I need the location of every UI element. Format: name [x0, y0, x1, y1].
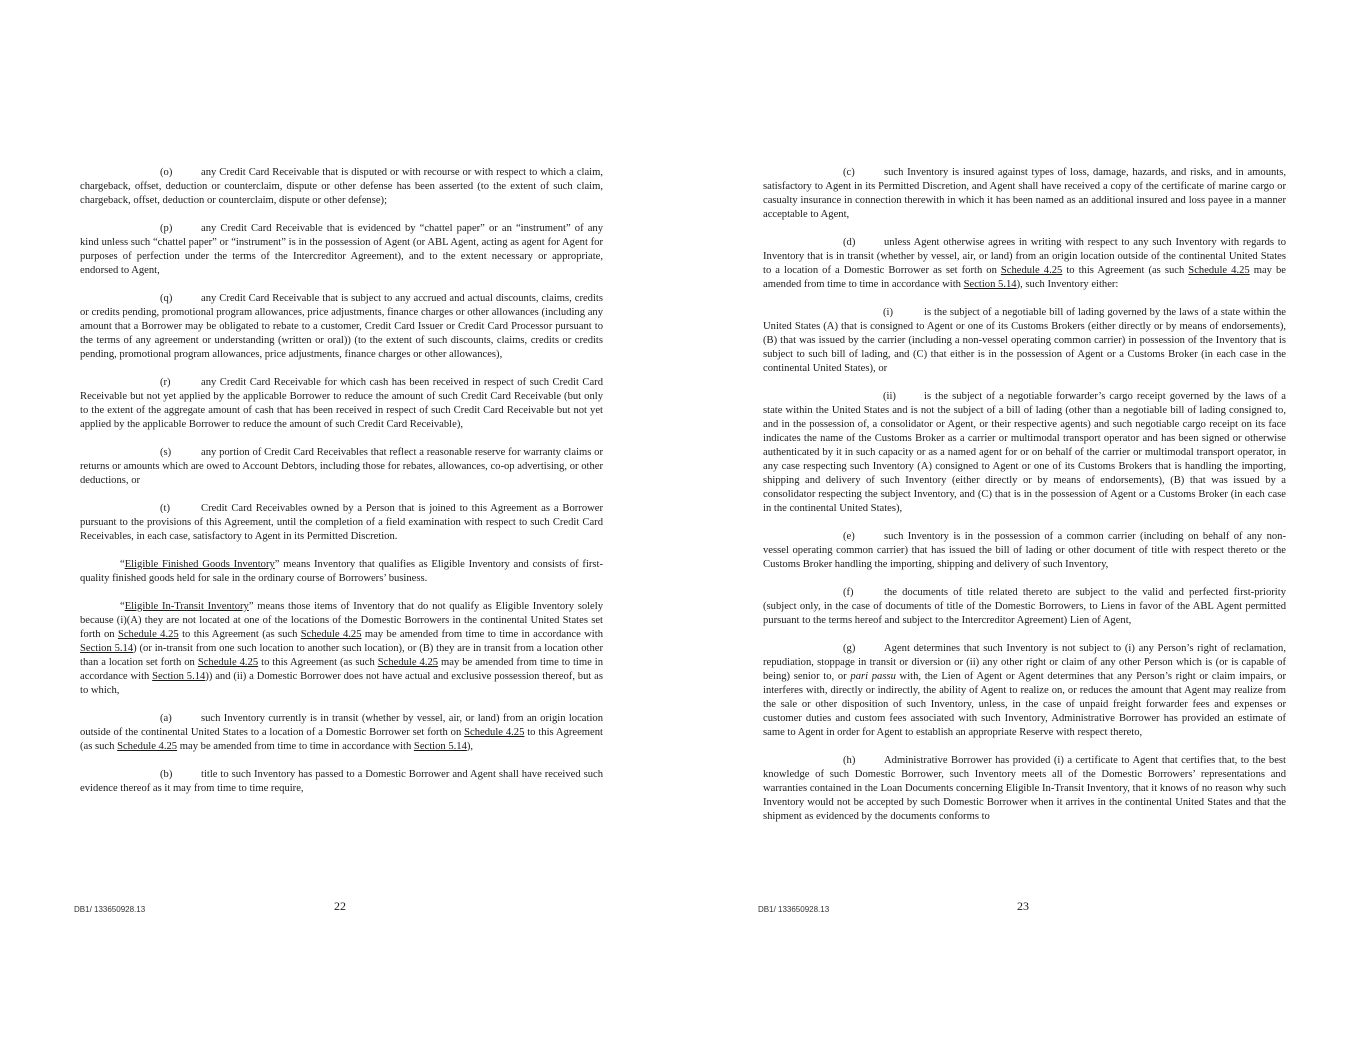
text-segment: ” means Inventory that qualifies as Eligible Inventory and consists of first-quality finished goods held for sale in the ordinary course of Borrowers’ business.	[80, 559, 604, 584]
defined-term-reference: Schedule 4.25	[300, 629, 362, 640]
clause-paragraph	[80, 222, 603, 278]
clause-label: (s)	[160, 447, 172, 458]
defined-term-reference: Section 5.14	[963, 279, 1017, 290]
defined-term-reference: Eligible Finished Goods Inventory	[124, 559, 275, 570]
clause-paragraph	[763, 236, 1286, 292]
page-body	[763, 166, 1286, 838]
text-segment: such Inventory is in the possession of a common carrier (including on behalf of any non-vessel operating common carrier) that has issued the bill of lading or other document of title with respect thereto or the Customs Broker handling the importing, shipping and delivery of such Inventory,	[763, 531, 1286, 570]
clause-paragraph	[763, 390, 1286, 516]
clause-paragraph	[80, 292, 603, 362]
clause-label: (q)	[160, 293, 173, 304]
text-segment: ), such Inventory either:	[1016, 279, 1119, 290]
text-segment: “	[120, 559, 125, 570]
text-segment: Credit Card Receivables owned by a Person that is joined to this Agreement as a Borrower pursuant to the provisions of this Agreement, until the completion of a field examination with respect to such Credit Card Receivables, in each case, satisfactory to Agent in its Permitted Discretion.	[80, 503, 603, 542]
text-segment: ) (or in-transit from one such location to another such location), or (B) they are in transit from a location other than a location set forth on	[80, 643, 604, 668]
defined-term-reference: Schedule 4.25	[117, 741, 178, 752]
definition-paragraph	[80, 558, 603, 586]
text-segment: is the subject of a negotiable forwarder’s cargo receipt governed by the laws of a state within the United States and is not the subject of a bill of lading (other than a negotiable bill of lading consigned to, and in the possession of, a consolidator or Agent, or their respective agents) and such negotiable cargo receipt on its face indicates the name of the Customs Broker as a carrier or multimodal transport operator and has been signed or otherwise authenticated by it in such capacity or as a named agent for or on behalf of the carrier or multimodal transport operator, in any case respecting such Inventory (A) consigned to Agent or one of its Customs Brokers that is handling the importing, shipping and delivery of such Inventory (either directly or by means of endorsements), (B) that was issued by a consolidator respecting the subject Inventory, and (C) that is in the possession of Agent or a Customs Broker (in each case in the continental United States),	[763, 391, 1286, 514]
page-number: 22	[334, 899, 346, 913]
defined-term-reference: Schedule 4.25	[464, 727, 525, 738]
clause-label: (h)	[843, 755, 856, 766]
text-segment: may be amended from time to time in accordance with	[763, 265, 1286, 290]
clause-label: (b)	[160, 769, 173, 780]
clause-paragraph	[763, 586, 1286, 628]
defined-term-reference: Eligible In-Transit Inventory	[124, 601, 249, 612]
text-segment: ),	[466, 741, 474, 752]
clause-label: (r)	[160, 377, 171, 388]
defined-term-reference: Schedule 4.25	[117, 629, 179, 640]
text-segment: to this Agreement (as such	[258, 657, 378, 668]
defined-term-reference: Section 5.14	[413, 741, 467, 752]
text-segment: with, the Lien of Agent or Agent determines that any Person’s right or claim impairs, or interferes with, directly or indirectly, the ability of Agent to realize on, or reduces the amount that Agent may realize from the sale or other disposition of such Inventory, unless, in the case of unpaid freight forwarder fees and expenses or customer duties and custom fees associated with such Inventory, Administrative Borrower has provided an estimate of same to Agent in order for Agent to establish an appropriate Reserve with respect thereto,	[763, 671, 1286, 738]
clause-paragraph	[80, 712, 603, 754]
text-segment: to this Agreement (as such	[80, 727, 603, 752]
definition-paragraph	[80, 600, 603, 698]
clause-paragraph	[80, 768, 603, 796]
clause-paragraph	[763, 642, 1286, 740]
text-segment: may be amended from time to time in accordance with	[361, 629, 603, 640]
defined-term-reference: Schedule 4.25	[377, 657, 439, 668]
clause-paragraph	[763, 166, 1286, 222]
clause-paragraph	[763, 754, 1286, 824]
page-body	[80, 166, 603, 810]
text-segment: any portion of Credit Card Receivables that reflect a reasonable reserve for warranty claims or returns or amounts which are owed to Account Debtors, including those for rebates, allowances, co-op advertising, or other deductions, or	[80, 447, 603, 486]
text-segment: pari passu	[850, 671, 896, 682]
text-segment: to this Agreement (as such	[178, 629, 301, 640]
defined-term-reference: Section 5.14	[152, 671, 206, 682]
clause-paragraph	[80, 502, 603, 544]
clause-paragraph	[80, 376, 603, 432]
clause-label: (ii)	[883, 391, 896, 402]
clause-label: (p)	[160, 223, 173, 234]
document-page-23	[683, 0, 1365, 1055]
clause-label: (a)	[160, 713, 172, 724]
document-page-22	[0, 0, 682, 1055]
text-segment: “	[120, 601, 125, 612]
document-id-footer: DB1/ 133650928.13	[758, 905, 830, 914]
text-segment: Administrative Borrower has provided (i) a certificate to Agent that certifies that, to the best knowledge of such Domestic Borrower, such Inventory meets all of the Domestic Borrowers’ representations and warranties contained in the Loan Documents concerning Eligible In-Transit Inventory, that it knows of no reason why such Inventory would not be accepted by such Domestic Borrower when it arrives in the continental United States and that the shipment as evidenced by the documents conforms to	[763, 755, 1286, 822]
clause-paragraph	[763, 306, 1286, 376]
text-segment: to this Agreement (as such	[1062, 265, 1189, 276]
clause-label: (t)	[160, 503, 170, 514]
document-id-footer: DB1/ 133650928.13	[74, 905, 146, 914]
text-segment: such Inventory is insured against types of loss, damage, hazards, and risks, and in amounts, satisfactory to Agent in its Permitted Discretion, and Agent shall have received a copy of the certificate of marine cargo or casualty insurance in connection therewith in which it has been named as an additional insured and loss payee in a manner acceptable to Agent,	[763, 167, 1286, 220]
text-segment: such Inventory currently is in transit (whether by vessel, air, or land) from an origin location outside of the continental United States to a location of a Domestic Borrower set forth on	[80, 713, 603, 738]
clause-label: (o)	[160, 167, 173, 178]
text-segment: title to such Inventory has passed to a Domestic Borrower and Agent shall have received such evidence thereof as it may from time to time require,	[80, 769, 603, 794]
defined-term-reference: Schedule 4.25	[1000, 265, 1063, 276]
defined-term-reference: Schedule 4.25	[1188, 265, 1250, 276]
text-segment: the documents of title related thereto are subject to the valid and perfected first-priority (subject only, in the case of documents of title of the Domestic Borrowers, to Liens in favor of the ABL Agent permitted pursuant to the terms hereof and subject to the Intercreditor Agreement) Lien of Agent,	[763, 587, 1286, 626]
text-segment: any Credit Card Receivable that is subject to any accrued and actual discounts, claims, credits or credits pending, promotional program allowances, price adjustments, finance charges or other allowances (including any amount that a Borrower may be obligated to rebate to a customer, Credit Card Issuer or Credit Card Processor pursuant to the terms of any agreement or understanding (written or oral)) (to the extent of such discounts, claims, credits or credits pending, promotional program allowances, price adjustments, finance charges or other allowances),	[80, 293, 603, 360]
clause-label: (g)	[843, 643, 856, 654]
text-segment: )) and (ii) a Domestic Borrower does not have actual and exclusive possession thereof, but as to which,	[80, 671, 604, 696]
text-segment: may be amended from time to time in accordance with	[177, 741, 414, 752]
text-segment: any Credit Card Receivable that is evidenced by “chattel paper” or an “instrument” of any kind unless such “chattel paper” or “instrument” is in the possession of Agent (or ABL Agent, acting as agent for Agent for purposes of perfection under the terms of the Intercreditor Agreement), and to the extent necessary or appropriate, endorsed to Agent,	[80, 223, 603, 276]
text-segment: ” means those items of Inventory that do not qualify as Eligible Inventory solely because (i)(A) they are not located at one of the locations of the Domestic Borrowers in the continental United States set forth on	[80, 601, 603, 640]
text-segment: Agent determines that such Inventory is not subject to (i) any Person’s right of reclamation, repudiation, stoppage in transit or diversion or (ii) any other right or claim of any other Person which is (or is capable of being) senior to, or	[763, 643, 1286, 682]
page-number: 23	[1017, 899, 1029, 913]
clause-paragraph	[80, 166, 603, 208]
text-segment: may be amended from time to time in accordance with	[80, 657, 603, 682]
defined-term-reference: Section 5.14	[80, 643, 134, 654]
clause-label: (i)	[883, 307, 893, 318]
clause-paragraph	[80, 446, 603, 488]
clause-label: (d)	[843, 237, 856, 248]
clause-label: (f)	[843, 587, 854, 598]
clause-label: (e)	[843, 531, 855, 542]
text-segment: any Credit Card Receivable for which cash has been received in respect of such Credit Card Receivable but not yet applied by the applicable Borrower to reduce the amount of such Credit Card Receivable (but only to the extent of the aggregate amount of cash that has been received in respect of such Credit Card Receivable but not yet applied by the applicable Borrower to reduce the amount of such Credit Card Receivable),	[80, 377, 603, 430]
defined-term-reference: Schedule 4.25	[197, 657, 259, 668]
text-segment: is the subject of a negotiable bill of lading governed by the laws of a state within the United States (A) that is consigned to Agent or one of its Customs Brokers (either directly or by means of endorsements), (B) that was issued by the carrier (including a non-vessel operating common carrier) in possession of the Inventory that is subject to such bill of lading, and (C) that either is in the possession of Agent or a Customs Broker (in each case in the continental United States), or	[763, 307, 1286, 374]
clause-label: (c)	[843, 167, 855, 178]
clause-paragraph	[763, 530, 1286, 572]
text-segment: any Credit Card Receivable that is disputed or with recourse or with respect to which a claim, chargeback, offset, deduction or counterclaim, dispute or other defense has been asserted (to the extent of such claim, chargeback, offset, deduction or counterclaim, dispute or other defense);	[80, 167, 603, 206]
text-segment: unless Agent otherwise agrees in writing with respect to any such Inventory with regards to Inventory that is in transit (whether by vessel, air, or land) from an origin location outside of the continental United States to a location of a Domestic Borrower as set forth on	[763, 237, 1286, 276]
